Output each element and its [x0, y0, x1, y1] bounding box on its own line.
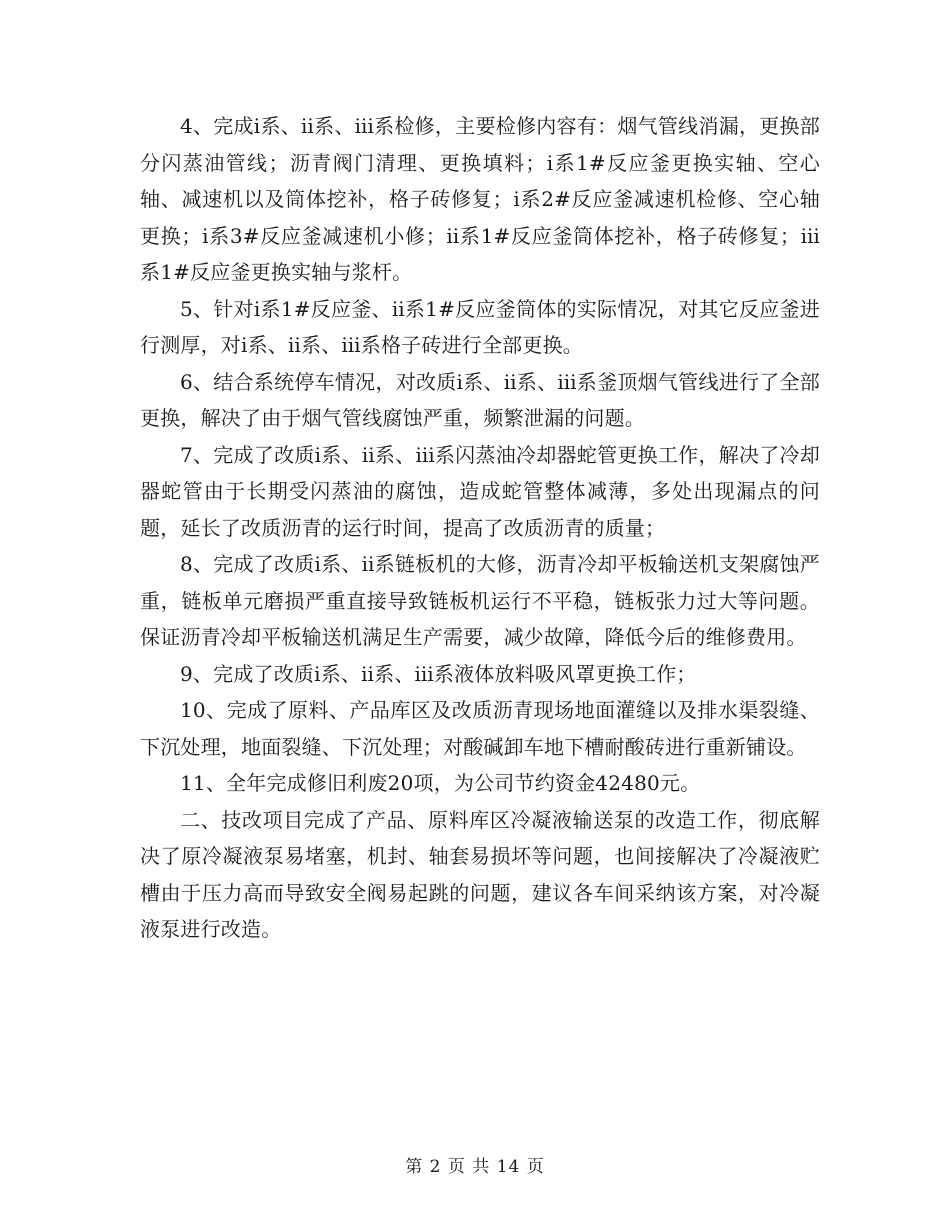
paragraph-item-10: 10、完成了原料、产品库区及改质沥青现场地面灌缝以及排水渠裂缝、下沉处理，地面裂缝、下沉处理；对酸碱卸车地下槽耐酸砖进行重新铺设。 [140, 698, 820, 759]
paragraph-item-6: 6、结合系统停车情况，对改质ⅰ系、ⅱ系、ⅲ系釜顶烟气管线进行了全部更换，解决了由于烟气管线腐蚀严重，频繁泄漏的问题。 [140, 369, 820, 430]
paragraph-section-two: 二、技改项目完成了产品、原料库区冷凝液输送泵的改造工作，彻底解决了原冷凝液泵易堵塞，机封、轴套易损坏等问题，也间接解决了冷凝液贮槽由于压力高而导致安全阀易起跳的问题，建议各车间采纳该方案，对冷凝液泵进行改造。 [140, 807, 820, 941]
paragraph-item-9: 9、完成了改质ⅰ系、ⅱ系、ⅲ系液体放料吸风罩更换工作； [180, 661, 697, 686]
paragraph-item-5: 5、针对ⅰ系1#反应釜、ⅱ系1#反应釜筒体的实际情况，对其它反应釜进行测厚，对ⅰ系、ⅱ系、ⅲ系格子砖进行全部更换。 [140, 296, 820, 357]
page-footer: 第 2 页 共 14 页 [405, 1157, 545, 1177]
paragraph-item-7: 7、完成了改质ⅰ系、ⅱ系、ⅲ系闪蒸油冷却器蛇管更换工作，解决了冷却器蛇管由于长期受闪蒸油的腐蚀，造成蛇管整体减薄，多处出现漏点的问题，延长了改质沥青的运行时间，提高了改质沥青的质量； [140, 442, 820, 540]
paragraph-item-11: 11、全年完成修旧利废20项，为公司节约资金42480元。 [180, 771, 701, 795]
paragraph-item-4: 4、完成ⅰ系、ⅱ系、ⅲ系检修，主要检修内容有：烟气管线消漏，更换部分闪蒸油管线；沥青阀门清理、更换填料；ⅰ系1#反应釜更换实轴、空心轴、减速机以及筒体挖补，格子砖修复；ⅰ系2#反应釜减速机检修、空心轴更换；ⅰ系3#反应釜减速机小修；ⅱ系1#反应釜筒体挖补，格子砖修复；ⅲ系1#反应釜更换实轴与浆杆。 [140, 114, 820, 284]
paragraph-item-8: 8、完成了改质ⅰ系、ⅱ系链板机的大修，沥青冷却平板输送机支架腐蚀严重，链板单元磨损严重直接导致链板机运行不平稳，链板张力过大等问题。保证沥青冷却平板输送机满足生产需要，减少故障，降低今后的维修费用。 [140, 552, 820, 649]
document-body [140, 108, 820, 948]
